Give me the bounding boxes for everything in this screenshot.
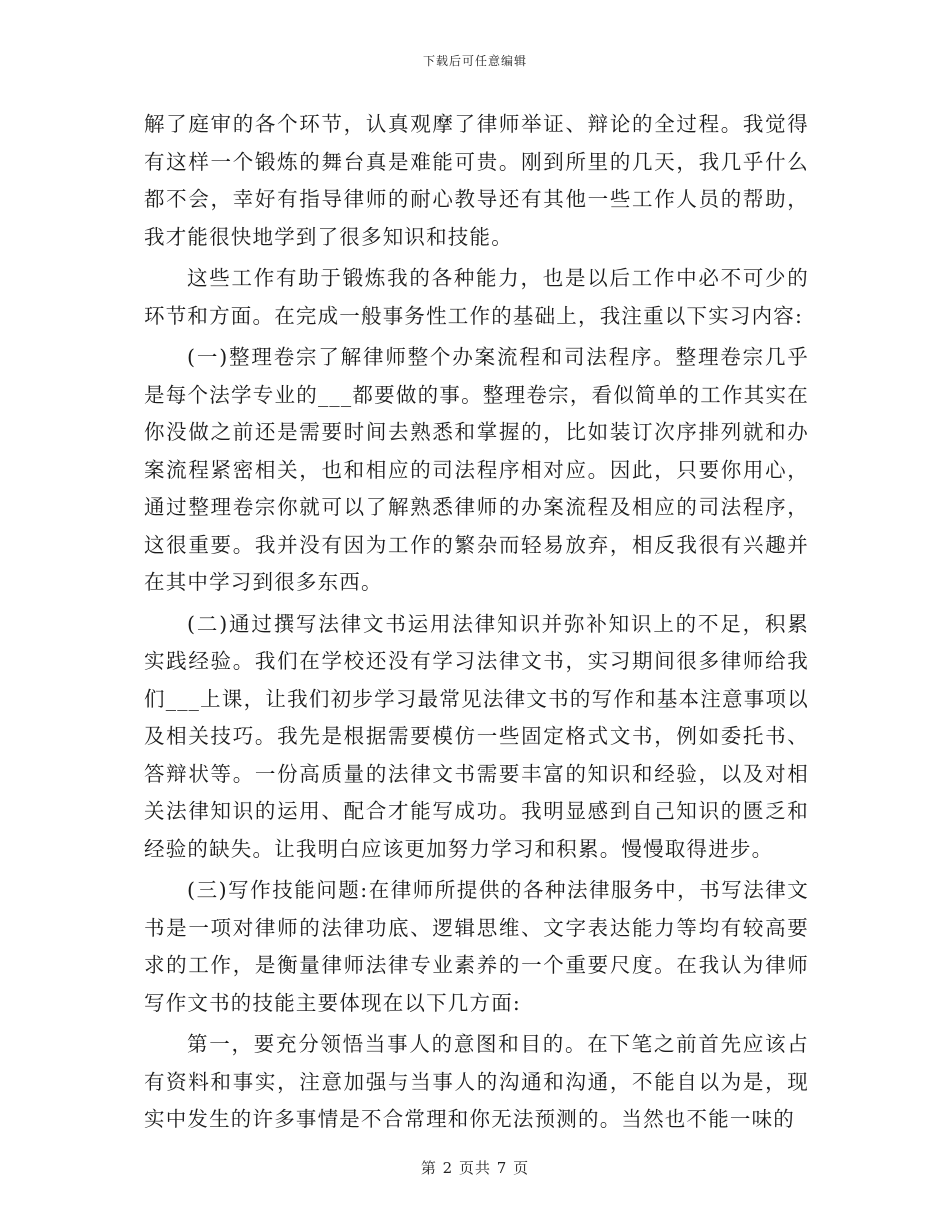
paragraph-work-skills: 这些工作有助于锻炼我的各种能力，也是以后工作中必不可少的环节和方面。在完成一般事务性工作的基础上，我注重以下实习内容: [144, 266, 809, 328]
page-header: 下载后可任意编辑 [422, 54, 527, 68]
paragraph-item-2: (二)通过撰写法律文书运用法律知识并弥补知识上的不足，积累实践经验。我们在学校还没有学习法律文书，实习期间很多律师给我们___上课，让我们初步学习最常见法律文书的写作和基本注意事项以及相关技巧。我先是根据需要模仿一些固定格式文书，例如委托书、答辩状等。一份高质量的法律文书需要丰富的知识和经验，以及对相关法律知识的运用、配合才能写成功。我明显感到自己知识的匮乏和经验的缺失。让我明白应该更加努力学习和积累。慢慢取得进步。 [144, 611, 809, 861]
paragraph-item-3: (三)写作技能问题:在律师所提供的各种法律服务中，书写法律文书是一项对律师的法律功底、逻辑思维、文字表达能力等均有较高要求的工作，是衡量律师法律专业素养的一个重要尺度。在我认为律师写作文书的技能主要体现在以下几方面: [144, 878, 809, 1015]
paragraph-continuation: 解了庭审的各个环节，认真观摩了律师举证、辩论的全过程。我觉得有这样一个锻炼的舞台真是难能可贵。刚到所里的几天，我几乎什么都不会，幸好有指导律师的耐心教导还有其他一些工作人员的帮助，我才能很快地学到了很多知识和技能。 [144, 112, 809, 249]
paragraph-point-1: 第一，要充分领悟当事人的意图和目的。在下笔之前首先应该占有资料和事实，注意加强与当事人的沟通和沟通，不能自以为是，现实中发生的许多事情是不合常理和你无法预测的。当然也不能一味的 [144, 1032, 809, 1131]
paragraph-item-1: (一)整理卷宗了解律师整个办案流程和司法程序。整理卷宗几乎是每个法学专业的___都要做的事。整理卷宗，看似简单的工作其实在你没做之前还是需要时间去熟悉和掌握的，比如装订次序排列就和办案流程紧密相关，也和相应的司法程序相对应。因此，只要你用心，通过整理卷宗你就可以了解熟悉律师的办案流程及相应的司法程序，这很重要。我并没有因为工作的繁杂而轻易放弃，相反我很有兴趣并在其中学习到很多东西。 [144, 345, 809, 594]
document-body [144, 106, 809, 1143]
page-footer: 第 2 页共 7 页 [420, 1159, 530, 1177]
